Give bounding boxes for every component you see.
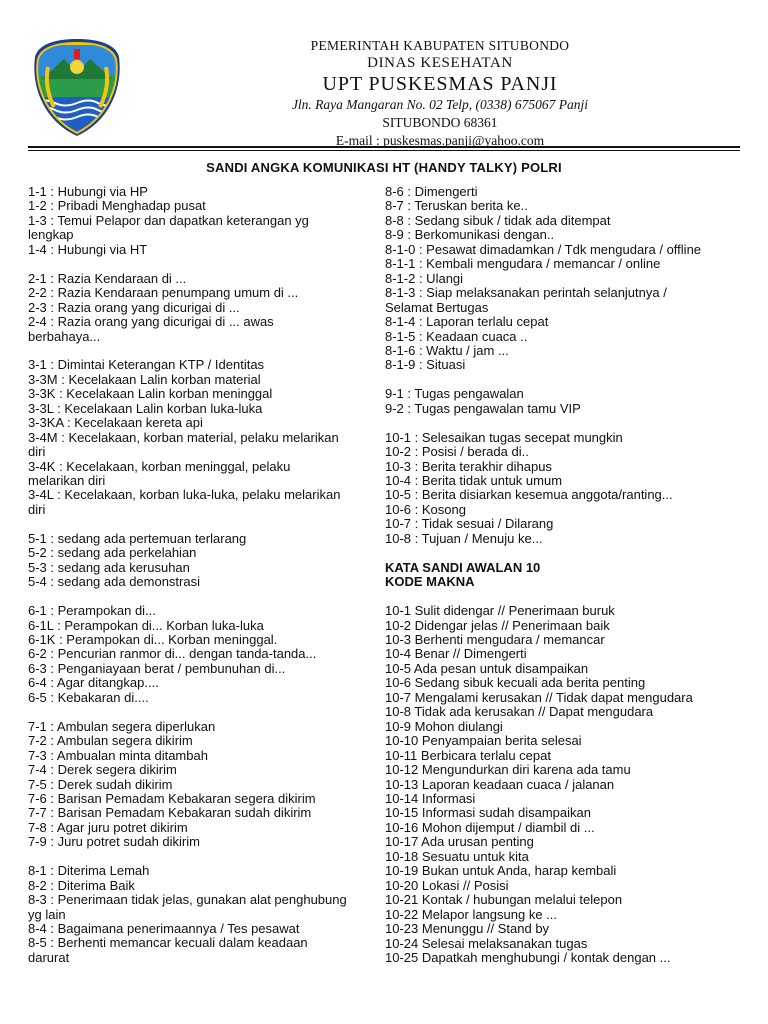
code-entry: 5-1 : sedang ada pertemuan terlarang	[28, 530, 247, 546]
code-entry: 5-2 : sedang ada perkelahian	[28, 545, 197, 561]
code-entry: 8-1-3 : Siap melaksanakan perintah selanjutnya /	[385, 285, 667, 301]
code-entry: 8-1-0 : Pesawat dimadamkan / Tdk mengudara / offline	[385, 241, 702, 257]
code-entry: 6-4 : Agar ditangkap....	[28, 675, 159, 691]
code-entry: 3-3M : Kecelakaan Lalin korban material	[28, 371, 261, 387]
code-entry: 10-17 Ada urusan penting	[385, 834, 534, 850]
code-entry: 7-9 : Juru potret sudah dikirim	[28, 834, 200, 850]
code-entry: 3-4L : Kecelakaan, korban luka-luka, pelaku melarikan	[28, 487, 341, 503]
code-entry: 1-3 : Temui Pelapor dan dapatkan keterangan yg	[28, 212, 309, 228]
header-divider-thin	[28, 150, 740, 151]
blank-line	[28, 344, 378, 358]
right-code-column	[385, 185, 745, 965]
code-entry: 10-22 Melapor langsung ke ...	[385, 906, 557, 922]
code-entry: 10-7 Mengalami kerusakan // Tidak dapat mengudara	[385, 689, 693, 705]
code-entry: 8-1-9 : Situasi	[385, 357, 466, 373]
section-heading: KATA SANDI AWALAN 10	[385, 559, 541, 575]
code-entry: 10-2 : Posisi / berada di..	[385, 444, 529, 460]
code-entry: 10-4 : Berita tidak untuk umum	[385, 473, 563, 489]
code-entry: 10-8 Tidak ada kerusakan // Dapat mengudara	[385, 704, 654, 720]
code-entry: 8-3 : Penerimaan tidak jelas, gunakan alat penghubung	[28, 892, 347, 908]
code-entry: diri	[28, 501, 46, 517]
code-entry: 10-16 Mohon dijemput / diambil di ...	[385, 819, 595, 835]
code-entry: yg lain	[28, 906, 66, 922]
code-entry: 3-3K : Kecelakaan Lalin korban meninggal	[28, 386, 273, 402]
code-entry: 8-1-2 : Ulangi	[385, 270, 464, 286]
code-entry: 10-3 : Berita terakhir dihapus	[385, 458, 552, 474]
letterhead	[150, 38, 730, 150]
code-entry: 2-4 : Razia orang yang dicurigai di ... awas	[28, 314, 274, 330]
code-entry: 7-2 : Ambulan segera dikirim	[28, 733, 193, 749]
code-entry: 1-1 : Hubungi via HP	[28, 184, 148, 199]
code-entry: 7-5 : Derek sudah dikirim	[28, 776, 173, 792]
code-entry: diri	[28, 444, 46, 460]
letterhead-city: SITUBONDO 68361	[382, 115, 498, 130]
code-entry: 10-1 Sulit didengar // Penerimaan buruk	[385, 603, 615, 619]
code-entry: 7-8 : Agar juru potret dikirim	[28, 819, 188, 835]
code-entry: berbahaya...	[28, 328, 101, 344]
code-entry: 8-1 : Diterima Lemah	[28, 863, 150, 879]
code-entry: melarikan diri	[28, 473, 106, 489]
code-entry: 8-4 : Bagaimana penerimaannya / Tes pesawat	[28, 921, 300, 937]
code-entry: 6-1 : Perampokan di...	[28, 603, 156, 619]
letterhead-address: Jln. Raya Mangaran No. 02 Telp, (0338) 675067 Panji	[291, 97, 589, 112]
section-heading: KODE MAKNA	[385, 574, 475, 590]
code-entry: 8-5 : Berhenti memancar kecuali dalam keadaan	[28, 935, 308, 951]
code-entry: 9-1 : Tugas pengawalan	[385, 386, 524, 402]
code-entry: 7-4 : Derek segera dikirim	[28, 762, 177, 778]
code-entry: 1-2 : Pribadi Menghadap pusat	[28, 198, 206, 214]
left-code-column	[28, 185, 378, 965]
code-entry: 6-1L : Perampokan di... Korban luka-luka	[28, 617, 264, 633]
code-entry: 3-3L : Kecelakaan Lalin korban luka-luka	[28, 400, 263, 416]
code-entry: 10-23 Menunggu // Stand by	[385, 921, 550, 937]
code-entry: 10-15 Informasi sudah disampaikan	[385, 805, 591, 821]
code-entry: 2-2 : Razia Kendaraan penumpang umum di ...	[28, 285, 299, 301]
code-entry: 8-6 : Dimengerti	[385, 184, 478, 199]
code-entry: 9-2 : Tugas pengawalan tamu VIP	[385, 400, 581, 416]
code-entry: 7-3 : Ambualan minta ditambah	[28, 747, 208, 763]
code-entry: 8-1-4 : Laporan terlalu cepat	[385, 314, 549, 330]
blank-line	[28, 850, 378, 864]
code-entry: 7-7 : Barisan Pemadam Kebakaran sudah dikirim	[28, 805, 312, 821]
code-entry: 6-2 : Pencurian ranmor di... dengan tanda-tanda...	[28, 646, 317, 662]
code-entry: 6-3 : Penganiayaan berat / pembunuhan di...	[28, 660, 286, 676]
code-entry: darurat	[28, 949, 70, 965]
code-entry: 2-3 : Razia orang yang dicurigai di ...	[28, 299, 240, 315]
code-entry: 8-8 : Sedang sibuk / tidak ada ditempat	[385, 212, 611, 228]
code-entry: 8-1-5 : Keadaan cuaca ..	[385, 328, 528, 344]
letterhead-government: PEMERINTAH KABUPATEN SITUBONDO	[310, 38, 570, 53]
code-entry: 10-9 Mohon diulangi	[385, 718, 503, 734]
code-entry: 2-1 : Razia Kendaraan di ...	[28, 270, 187, 286]
letterhead-department: DINAS KESEHATAN	[367, 55, 513, 71]
code-entry: 3-3KA : Kecelakaan kereta api	[28, 415, 203, 431]
code-entry: 10-3 Berhenti mengudara / memancar	[385, 631, 605, 647]
code-entry: 10-6 Sedang sibuk kecuali ada berita penting	[385, 675, 646, 691]
code-entry: 10-13 Laporan keadaan cuaca / jalanan	[385, 776, 615, 792]
code-entry: 8-9 : Berkomunikasi dengan..	[385, 227, 555, 243]
code-entry: lengkap	[28, 227, 74, 243]
code-entry: 10-6 : Kosong	[385, 501, 466, 517]
code-entry: 10-25 Dapatkah menghubungi / kontak dengan ...	[385, 949, 671, 965]
code-entry: 10-5 : Berita disiarkan kesemua anggota/ranting...	[385, 487, 673, 503]
letterhead-email: E-mail : puskesmas.panji@yahoo.com	[335, 133, 545, 148]
code-entry: 10-4 Benar // Dimengerti	[385, 646, 527, 662]
header-divider-thick	[28, 146, 740, 148]
blank-line	[385, 373, 745, 387]
blank-line	[28, 590, 378, 604]
letterhead-institution: UPT PUSKESMAS PANJI	[322, 73, 558, 95]
code-entry: 10-18 Sesuatu untuk kita	[385, 848, 529, 864]
code-entry: 5-4 : sedang ada demonstrasi	[28, 574, 200, 590]
code-entry: 10-1 : Selesaikan tugas secepat mungkin	[385, 429, 623, 445]
code-entry: 1-4 : Hubungi via HT	[28, 241, 148, 257]
code-entry: 3-4K : Kecelakaan, korban meninggal, pelaku	[28, 458, 291, 474]
document-title: SANDI ANGKA KOMUNIKASI HT (HANDY TALKY) POLRI	[206, 160, 562, 175]
code-entry: 6-1K : Perampokan di... Korban meninggal.	[28, 631, 278, 647]
code-entry: 7-6 : Barisan Pemadam Kebakaran segera dikirim	[28, 790, 316, 806]
code-entry: 3-4M : Kecelakaan, korban material, pelaku melarikan	[28, 429, 339, 445]
code-entry: 10-2 Didengar jelas // Penerimaan baik	[385, 617, 610, 633]
code-entry: 3-1 : Dimintai Keterangan KTP / Identitas	[28, 357, 265, 373]
code-entry: 7-1 : Ambulan segera diperlukan	[28, 718, 216, 734]
code-entry: 10-24 Selesai melaksanakan tugas	[385, 935, 588, 951]
code-entry: 10-20 Lokasi // Posisi	[385, 877, 509, 893]
code-entry: 8-1-1 : Kembali mengudara / memancar / online	[385, 256, 661, 272]
code-entry: 8-7 : Teruskan berita ke..	[385, 198, 528, 214]
blank-line	[28, 517, 378, 531]
blank-line	[28, 705, 378, 719]
code-entry: 10-12 Mengundurkan diri karena ada tamu	[385, 762, 631, 778]
code-entry: 10-11 Berbicara terlalu cepat	[385, 747, 551, 763]
blank-line	[385, 546, 745, 560]
code-entry: 10-14 Informasi	[385, 790, 476, 806]
kabupaten-emblem-icon	[34, 37, 120, 137]
blank-line	[385, 416, 745, 430]
code-entry: 10-7 : Tidak sesuai / Dilarang	[385, 516, 554, 532]
code-entry: 10-10 Penyampaian berita selesai	[385, 733, 582, 749]
code-entry: 10-8 : Tujuan / Menuju ke...	[385, 530, 543, 546]
code-entry: 8-1-6 : Waktu / jam ...	[385, 342, 509, 358]
code-entry: 10-19 Bukan untuk Anda, harap kembali	[385, 863, 617, 879]
code-entry: 8-2 : Diterima Baik	[28, 877, 135, 893]
code-entry: 10-21 Kontak / hubungan melalui telepon	[385, 892, 623, 908]
code-entry: 5-3 : sedang ada kerusuhan	[28, 559, 190, 575]
blank-line	[28, 257, 378, 271]
blank-line	[385, 590, 745, 604]
code-entry: Selamat Bertugas	[385, 299, 489, 315]
code-entry: 10-5 Ada pesan untuk disampaikan	[385, 660, 589, 676]
code-entry: 6-5 : Kebakaran di....	[28, 689, 149, 705]
